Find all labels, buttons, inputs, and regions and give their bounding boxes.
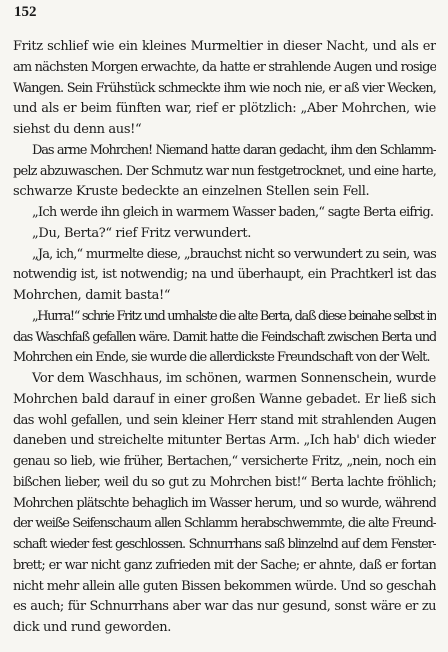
text-line: „Ich werde ihn gleich in warmem Wasser baden,“ sagte Berta eifrig. [32, 205, 434, 220]
text-line: brett; er war nicht ganz zufrieden mit der Sache; er ahnte, daß er fortan [13, 557, 436, 573]
text-line: genau so lieb, wie früher, Bertachen,“ versicherte Fritz, „nein, noch ein [13, 454, 436, 469]
paragraph [13, 37, 436, 141]
text-line: am nächsten Morgen erwachte, da hatte er strahlende Augen und rosige [13, 59, 436, 75]
text-line: daneben und streichelte mitunter Bertas Arm. „Ich hab' dich wieder [13, 433, 436, 449]
text-line: und als er beim fünften war, rief er plötzlich: „Aber Mohrchen, wie [13, 101, 436, 117]
text-line: Mohrchen plätschte behaglich im Wasser herum, und so wurde, während [13, 495, 436, 511]
text-line: der weiße Seifenschaum allen Schlamm herabschwemmte, die alte Freund- [13, 516, 436, 532]
text-line: pelz abzuwaschen. Der Schmutz war nun festgetrocknet, und eine harte, [13, 163, 436, 179]
text-line: Mohrchen ein Ende, sie wurde die allerdickste Freundschaft von der Welt. [13, 350, 430, 366]
text-line: Mohrchen bald darauf in einer großen Wanne gebadet. Er ließ sich [13, 391, 436, 407]
text-line: es auch; für Schnurrhans aber war das nur gesund, sonst wäre er zu [13, 599, 436, 615]
text-line: Mohrchen, damit basta!“ [13, 288, 171, 303]
text-line: das Waschfaß gefallen wäre. Damit hatte die Feindschaft zwischen Berta und [13, 329, 436, 345]
text-line: dick und rund geworden. [13, 620, 172, 635]
text-line: das wohl gefallen, und sein kleiner Herr stand mit strahlenden Augen [13, 412, 436, 428]
text-line: Wangen. Sein Frühstück schmeckte ihm wie noch nie, er aß vier Wecken, [13, 80, 436, 96]
text-line: notwendig ist, ist notwendig; na und überhaupt, ein Prachtkerl ist das [13, 267, 436, 283]
text-line: siehst du denn aus!“ [13, 122, 142, 137]
text-line: nicht mehr allein alle guten Bissen bekommen würde. Und so geschah [13, 578, 436, 594]
text-line: schwarze Kruste bedeckte an einzelnen Stellen sein Fell. [13, 184, 370, 200]
text-line: schaft wieder fest geschlossen. Schnurrhans saß blinzelnd auf dem Fenster- [13, 537, 436, 552]
paragraph [13, 245, 436, 307]
text-line: Vor dem Waschhaus, im schönen, warmen Sonnenschein, wurde [32, 371, 436, 386]
text-line: „Hurra!“ schrie Fritz und umhalste die alte Berta, daß diese beinahe selbst in [32, 308, 436, 324]
paragraph [13, 224, 436, 245]
paragraph [13, 203, 436, 224]
paragraph [13, 369, 436, 639]
text-line: bißchen lieber, weil du so gut zu Mohrchen bist!“ Berta lachte fröhlich; [13, 474, 436, 490]
text-line: „Ja, ich,“ murmelte diese, „brauchst nicht so verwundert zu sein, was [32, 246, 436, 262]
page-number: 152 [14, 4, 37, 20]
text-line: „Du, Berta?“ rief Fritz verwundert. [32, 225, 252, 241]
paragraph [13, 307, 436, 369]
text-line: Fritz schlief wie ein kleines Murmeltier in dieser Nacht, und als er [13, 39, 436, 54]
body-text [13, 37, 436, 639]
paragraph [13, 141, 436, 203]
text-line: Das arme Mohrchen! Niemand hatte daran gedacht, ihm den Schlamm- [32, 142, 436, 158]
